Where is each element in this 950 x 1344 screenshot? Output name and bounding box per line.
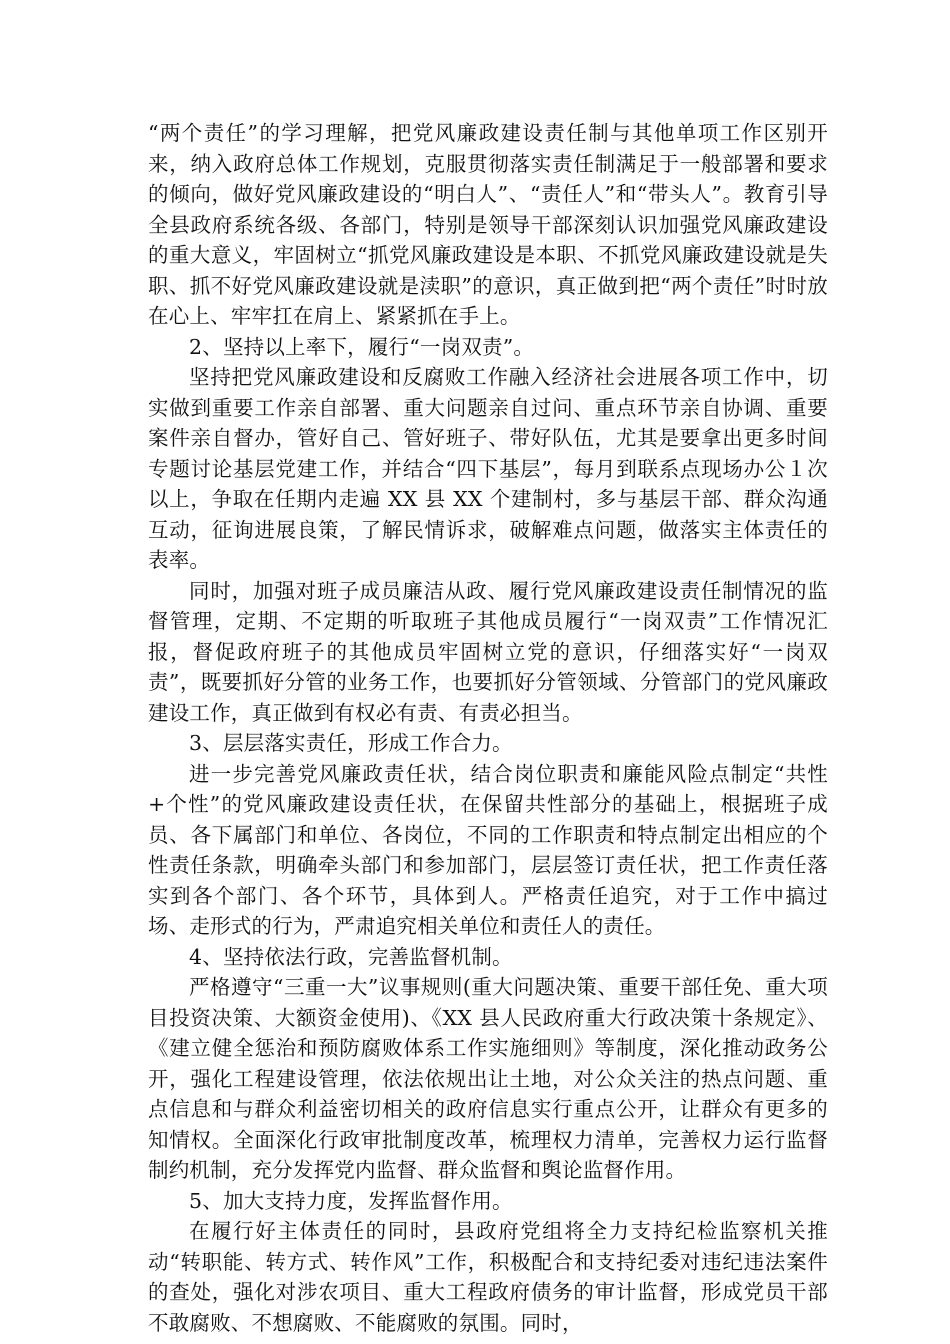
paragraph-support-supervision: 在履行好主体责任的同时，县政府党组将全力支持纪检监察机关推动“转职能、转方式、转作风”工作，积极配合和支持纪委对违纪违法案件的查处，强化对涉农项目、重大工程政府债务的审计监督，形成党员干部不敢腐败、不想腐败、不能腐败的氛围。同时，	[148, 1219, 828, 1335]
section-heading-4: 4、坚持依法行政，完善监督机制。	[189, 944, 513, 969]
paragraph-rule-of-law: 严格遵守“三重一大”议事规则(重大问题决策、重要干部任免、重大项目投资决策、大额资金使用)、《XX 县人民政府重大行政决策十条规定》、《建立健全惩治和预防腐败体系工作实施细则》等制度，深化推动政务公开，强化工程建设管理，依法依规出让土地，对公众关注的热点问题、重点信息和与群众利益密切相关的政府信息实行重点公开，让群众有更多的知情权。全面深化行政审批制度改革，梳理权力清单，完善权力运行监督制约机制，充分发挥党内监督、群众监督和舆论监督作用。	[148, 975, 828, 1182]
document-body	[148, 118, 828, 1338]
paragraph-team-supervision: 同时，加强对班子成员廉洁从政、履行党风廉政建设责任制情况的监督管理，定期、不定期的听取班子其他成员履行“一岗双责”工作情况汇报，督促政府班子的其他成员牢固树立党的意识，仔细落实好“一岗双责”，既要抓好分管的业务工作，也要抓好分管领域、分管部门的党风廉政建设工作，真正做到有权必有责、有责必担当。	[148, 578, 828, 725]
paragraph-lead-by-example: 坚持把党风廉政建设和反腐败工作融入经济社会进展各项工作中，切实做到重要工作亲自部署、重大问题亲自过问、重点环节亲自协调、重要案件亲自督办，管好自己、管好班子、带好队伍，尤其是要拿出更多时间专题讨论基层党建工作，并结合“四下基层”，每月到联系点现场办公１次以上，争取在任期内走遍 XX 县 XX 个建制村，多与基层干部、群众沟通互动，征询进展良策，了解民情诉求，破解难点问题，做落实主体责任的表率。	[148, 365, 828, 572]
section-heading-2: 2、坚持以上率下，履行“一岗双责”。	[189, 334, 535, 359]
section-heading-3: 3、层层落实责任，形成工作合力。	[189, 731, 513, 755]
paragraph-responsibility-statement: 进一步完善党风廉政责任状，结合岗位职责和廉能风险点制定“共性+个性”的党风廉政建设责任状，在保留共性部分的基础上，根据班子成员、各下属部门和单位、各岗位，不同的工作职责和特点制定出相应的个性责任条款，明确牵头部门和参加部门，层层签订责任状，把工作责任落实到各个部门、各个环节，具体到人。严格责任追究，对于工作中搞过场、走形式的行为，严肃追究相关单位和责任人的责任。	[148, 761, 828, 938]
section-heading-5: 5、加大支持力度，发挥监督作用。	[189, 1188, 513, 1213]
paragraph-two-responsibilities-continued: “两个责任”的学习理解，把党风廉政建设责任制与其他单项工作区别开来，纳入政府总体工作规划，克服贯彻落实责任制满足于一般部署和要求的倾向，做好党风廉政建设的“明白人”、“责任人”和“带头人”。教育引导全县政府系统各级、各部门，特别是领导干部深刻认识加强党风廉政建设的重大意义，牢固树立“抓党风廉政建设是本职、不抓党风廉政建设就是失职、抓不好党风廉政建设就是渎职”的意识，真正做到把“两个责任”时时放在心上、牢牢扛在肩上、紧紧抓在手上。	[148, 121, 828, 328]
